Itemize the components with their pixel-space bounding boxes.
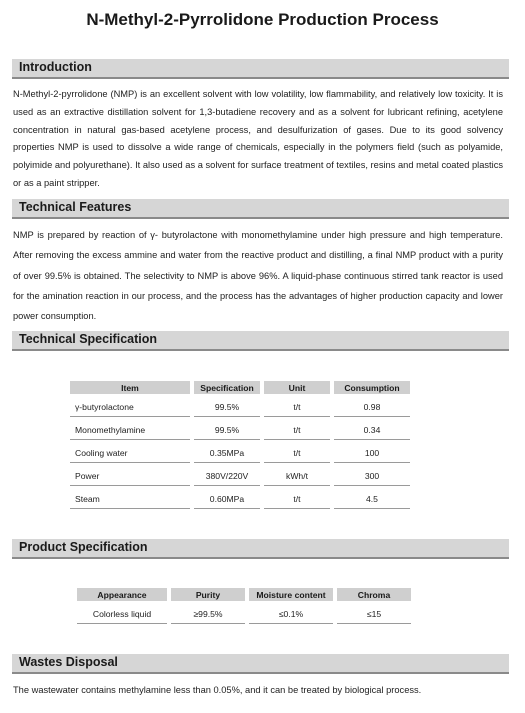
table-cell: Colorless liquid (77, 605, 167, 624)
table-cell: Monomethylamine (70, 421, 190, 440)
table-header-row (77, 588, 411, 601)
technical-specification-section-header (12, 331, 509, 351)
table-cell: kWh/t (264, 467, 330, 486)
introduction-heading: Introduction (19, 60, 92, 74)
table-cell: γ-butyrolactone (70, 398, 190, 417)
table-cell: 100 (334, 444, 410, 463)
table-cell: t/t (264, 398, 330, 417)
wastes-disposal-section-header (12, 654, 509, 674)
table-cell: 99.5% (194, 421, 260, 440)
table-cell: 0.34 (334, 421, 410, 440)
table-cell: 300 (334, 467, 410, 486)
column-header-unit: Unit (264, 381, 330, 394)
product-specification-heading: Product Specification (19, 540, 148, 554)
column-header-item: Item (70, 381, 190, 394)
table-cell: ≤15 (337, 605, 411, 624)
table-cell: Cooling water (70, 444, 190, 463)
technical-specification-heading: Technical Specification (19, 332, 158, 346)
technical-specification-table (66, 377, 414, 513)
introduction-section-header (12, 59, 509, 79)
table-row (70, 421, 410, 440)
wastes-disposal-heading: Wastes Disposal (19, 655, 118, 669)
column-header-consumption: Consumption (334, 381, 410, 394)
technical-features-text: NMP is prepared by reaction of γ- butyrolactone with monomethylamine under high pressure and high temperature. After removing the excess ammine and water from the reactive product and distilling, a final NMP product with a purity of over 99.5% is obtained. The selectivity to NMP is above 96%. A liquid-phase continuous stirred tank reactor is used for the amination reaction in our process, and the process has the advantages of higher production capacity and lower power consumption. (13, 230, 503, 322)
table-cell: t/t (264, 490, 330, 509)
table-cell: 0.60MPa (194, 490, 260, 509)
table-header-row (70, 381, 410, 394)
table-row (70, 398, 410, 417)
table-cell: 4.5 (334, 490, 410, 509)
table-row (70, 444, 410, 463)
table-row (70, 467, 410, 486)
table-cell: 99.5% (194, 398, 260, 417)
table-cell: t/t (264, 421, 330, 440)
page-title: N-Methyl-2-Pyrrolidone Production Process (86, 10, 439, 29)
table-cell: Power (70, 467, 190, 486)
table-cell: 380V/220V (194, 467, 260, 486)
column-header-appearance: Appearance (77, 588, 167, 601)
table-cell: t/t (264, 444, 330, 463)
table-cell: 0.98 (334, 398, 410, 417)
wastes-disposal-text: The wastewater contains methylamine less than 0.05%, and it can be treated by biological process. (13, 685, 422, 695)
table-cell: ≥99.5% (171, 605, 245, 624)
product-specification-section-header (12, 539, 509, 559)
table-row (77, 605, 411, 624)
product-specification-table (73, 584, 415, 628)
column-header-moisture-content: Moisture content (249, 588, 333, 601)
column-header-chroma: Chroma (337, 588, 411, 601)
table-row (70, 490, 410, 509)
introduction-text: N-Methyl-2-pyrrolidone (NMP) is an excellent solvent with low volatility, low flammability, and relatively low toxicity. It is used as an extractive distillation solvent for 1,3-butadiene recovery and as a solvent for lubricant refining, acetylene concentration in natural gas-based acetylene process, and desulfurization of gases. Due to its good solvency properties NMP is used to dissolve a wide range of chemicals, especially in the polymers field (such as polyamide, polyimide and polyurethane). It also used as a solvent for surface treatment of textiles, resins and metal coated plastics or as a paint stripper. (13, 89, 503, 188)
column-header-purity: Purity (171, 588, 245, 601)
table-cell: 0.35MPa (194, 444, 260, 463)
technical-features-heading: Technical Features (19, 200, 132, 214)
column-header-specification: Specification (194, 381, 260, 394)
table-cell: ≤0.1% (249, 605, 333, 624)
technical-features-section-header (12, 199, 509, 219)
table-cell: Steam (70, 490, 190, 509)
